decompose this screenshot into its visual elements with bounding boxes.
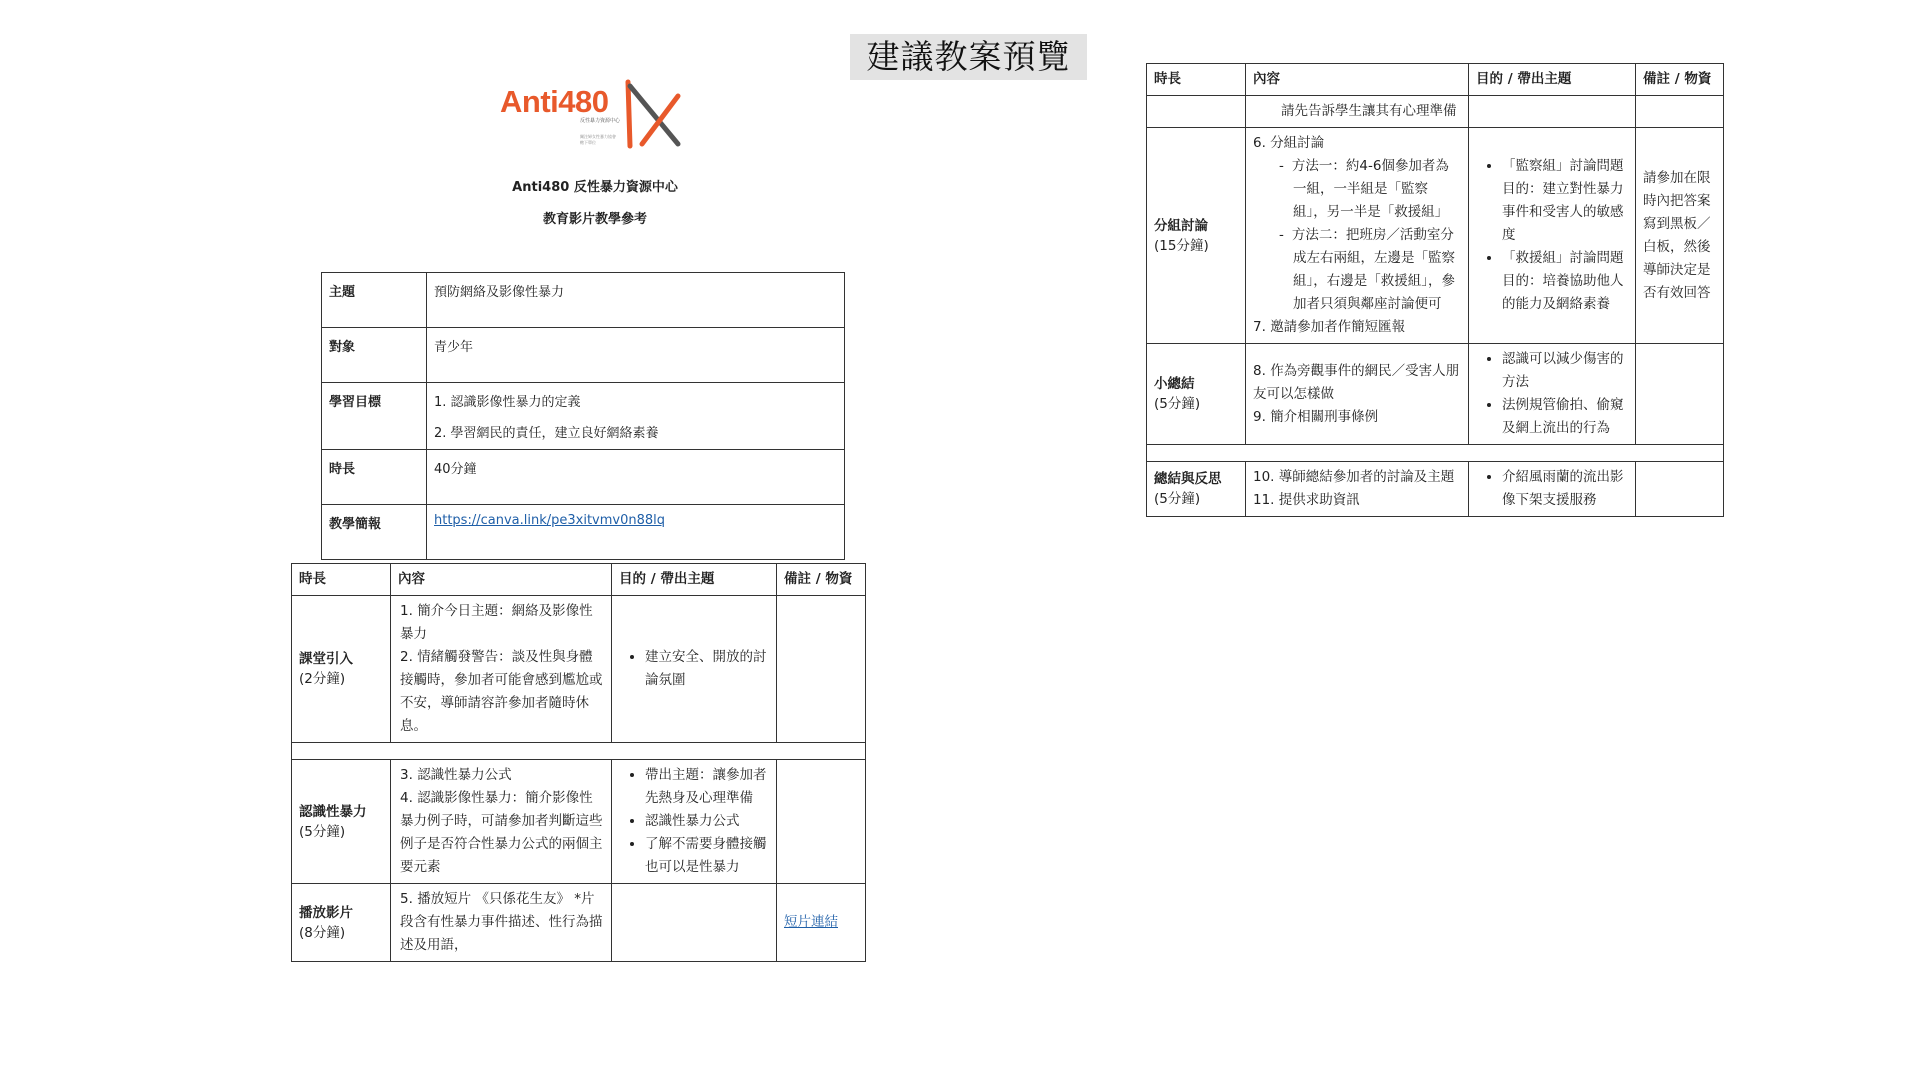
col-header-duration: 時長 <box>1147 64 1246 96</box>
row-notes <box>777 760 866 884</box>
row-purpose <box>612 884 777 962</box>
info-key: 時長 <box>322 450 427 505</box>
row-content <box>391 760 612 884</box>
list-item: • 法例規管偷拍、偷窺及網上流出的行為 <box>1502 394 1628 440</box>
row-purpose <box>1469 344 1636 445</box>
table-row <box>1147 462 1724 517</box>
list-item: • 了解不需要身體接觸也可以是性暴力 <box>645 833 769 879</box>
table-row <box>1147 96 1724 128</box>
table-row <box>322 328 845 383</box>
row-label: 播放影片 (8分鐘) <box>292 884 391 962</box>
info-value <box>427 505 845 560</box>
slides-link[interactable]: https://canva.link/pe3xitvmv0n88lq <box>434 513 666 528</box>
video-link[interactable]: 短片連結 <box>784 914 838 930</box>
logo-parent-org: 關注婦女性暴力協會 轄下單位 <box>580 134 616 145</box>
row-content <box>391 596 612 743</box>
spacer-row <box>1147 445 1724 462</box>
row-notes: 請參加在限時內把答案寫到黑板／白板，然後導師決定是否有效回答 <box>1636 128 1724 344</box>
logo-x-mark-icon <box>622 78 684 150</box>
row-content <box>1246 344 1469 445</box>
logo-subtitle: 反性暴力資源中心 <box>580 118 621 124</box>
info-value: 預防網絡及影像性暴力 <box>427 273 845 328</box>
list-item: 3. 認識性暴力公式 <box>400 767 512 783</box>
page-title: 建議教案預覽 <box>850 34 1087 80</box>
row-label <box>1147 96 1246 128</box>
list-item: • 「監察組」討論問題目的：建立對性暴力事件和受害人的敏感度 <box>1502 155 1628 247</box>
list-item: 7. 邀請參加者作簡短匯報 <box>1253 319 1406 335</box>
col-header-duration: 時長 <box>292 564 391 596</box>
row-notes <box>1636 344 1724 445</box>
row-notes <box>1636 462 1724 517</box>
list-item: • 介紹風雨蘭的流出影像下架支援服務 <box>1502 466 1628 512</box>
table-row <box>1147 344 1724 445</box>
list-item: 5. 播放短片 《只係花生友》 *片段含有性暴力事件描述、性行為描述及用語， <box>400 891 603 953</box>
row-label: 總結與反思 (5分鐘) <box>1147 462 1246 517</box>
list-item: 11. 提供求助資訊 <box>1253 492 1360 508</box>
row-label: 認識性暴力 (5分鐘) <box>292 760 391 884</box>
row-notes <box>1636 96 1724 128</box>
list-item: 1. 簡介今日主題：網絡及影像性暴力 <box>400 603 593 642</box>
lesson-plan-table-part2 <box>1146 63 1724 517</box>
spacer-row <box>292 743 866 760</box>
table-row <box>322 273 845 328</box>
table-row <box>322 383 845 450</box>
list-item: - 方法二：把班房／活動室分成左右兩組，左邊是「監察組」，右邊是「救援組」，參加者只須與鄰座討論便可 <box>1293 224 1461 316</box>
row-purpose <box>1469 128 1636 344</box>
row-content <box>391 884 612 962</box>
list-item: 4. 認識影像性暴力：簡介影像性暴力例子時，可請參加者判斷這些例子是否符合性暴力公式的兩個主要元素 <box>400 790 603 875</box>
row-notes <box>777 884 866 962</box>
table-header-row <box>292 564 866 596</box>
row-purpose <box>1469 96 1636 128</box>
list-item: • 認識性暴力公式 <box>645 810 769 833</box>
anti480-logo <box>500 78 684 150</box>
info-key: 教學簡報 <box>322 505 427 560</box>
table-row <box>1147 128 1724 344</box>
table-row <box>292 596 866 743</box>
row-content: 請先告訴學生讓其有心理準備 <box>1246 96 1469 128</box>
row-content <box>1246 462 1469 517</box>
row-label: 分組討論 (15分鐘) <box>1147 128 1246 344</box>
list-item: - 方法一：約4-6個參加者為一組，一半組是「監察組」，另一半是「救援組」 <box>1293 155 1461 224</box>
col-header-content: 內容 <box>391 564 612 596</box>
lesson-plan-table-part1 <box>291 563 866 962</box>
info-key: 對象 <box>322 328 427 383</box>
info-key: 學習目標 <box>322 383 427 450</box>
col-header-content: 內容 <box>1246 64 1469 96</box>
logo-wordmark: Anti480 <box>500 84 609 119</box>
info-key: 主題 <box>322 273 427 328</box>
list-item: 2. 情緒觸發警告：談及性與身體接觸時，參加者可能會感到尷尬或不安，導師請容許參加者隨時休息。 <box>400 649 603 734</box>
table-row <box>322 505 845 560</box>
info-value: 40分鐘 <box>427 450 845 505</box>
table-header-row <box>1147 64 1724 96</box>
info-value: 青少年 <box>427 328 845 383</box>
list-item: 10. 導師總結參加者的討論及主題 <box>1253 469 1455 485</box>
row-label: 課堂引入 (2分鐘) <box>292 596 391 743</box>
list-item: • 認識可以減少傷害的方法 <box>1502 348 1628 394</box>
row-content <box>1246 128 1469 344</box>
col-header-notes: 備註 / 物資 <box>777 564 866 596</box>
list-item: 9. 簡介相關刑事條例 <box>1253 408 1379 425</box>
doc-title: 教育影片教學參考 <box>542 212 647 227</box>
table-row <box>322 450 845 505</box>
row-label: 小總結 (5分鐘) <box>1147 344 1246 445</box>
row-purpose <box>612 596 777 743</box>
list-item: • 「救援組」討論問題目的：培養協助他人的能力及網絡素養 <box>1502 247 1628 316</box>
col-header-notes: 備註 / 物資 <box>1636 64 1724 96</box>
col-header-purpose: 目的 / 帶出主題 <box>1469 64 1636 96</box>
table-row <box>292 884 866 962</box>
row-notes <box>777 596 866 743</box>
row-purpose <box>1469 462 1636 517</box>
list-item: 8. 作為旁觀事件的網民／受害人朋友可以怎樣做 <box>1253 362 1460 402</box>
row-purpose <box>612 760 777 884</box>
col-header-purpose: 目的 / 帶出主題 <box>612 564 777 596</box>
org-name: Anti480 反性暴力資源中心 <box>512 180 678 195</box>
list-item: • 建立安全、開放的討論氛圍 <box>645 646 769 692</box>
list-item: 6. 分組討論 <box>1253 135 1325 151</box>
info-value: 1. 認識影像性暴力的定義 2. 學習網民的責任，建立良好網絡素養 <box>427 383 845 450</box>
table-row <box>292 760 866 884</box>
lesson-info-table <box>321 272 845 560</box>
list-item: • 帶出主題：讓參加者先熱身及心理準備 <box>645 764 769 810</box>
